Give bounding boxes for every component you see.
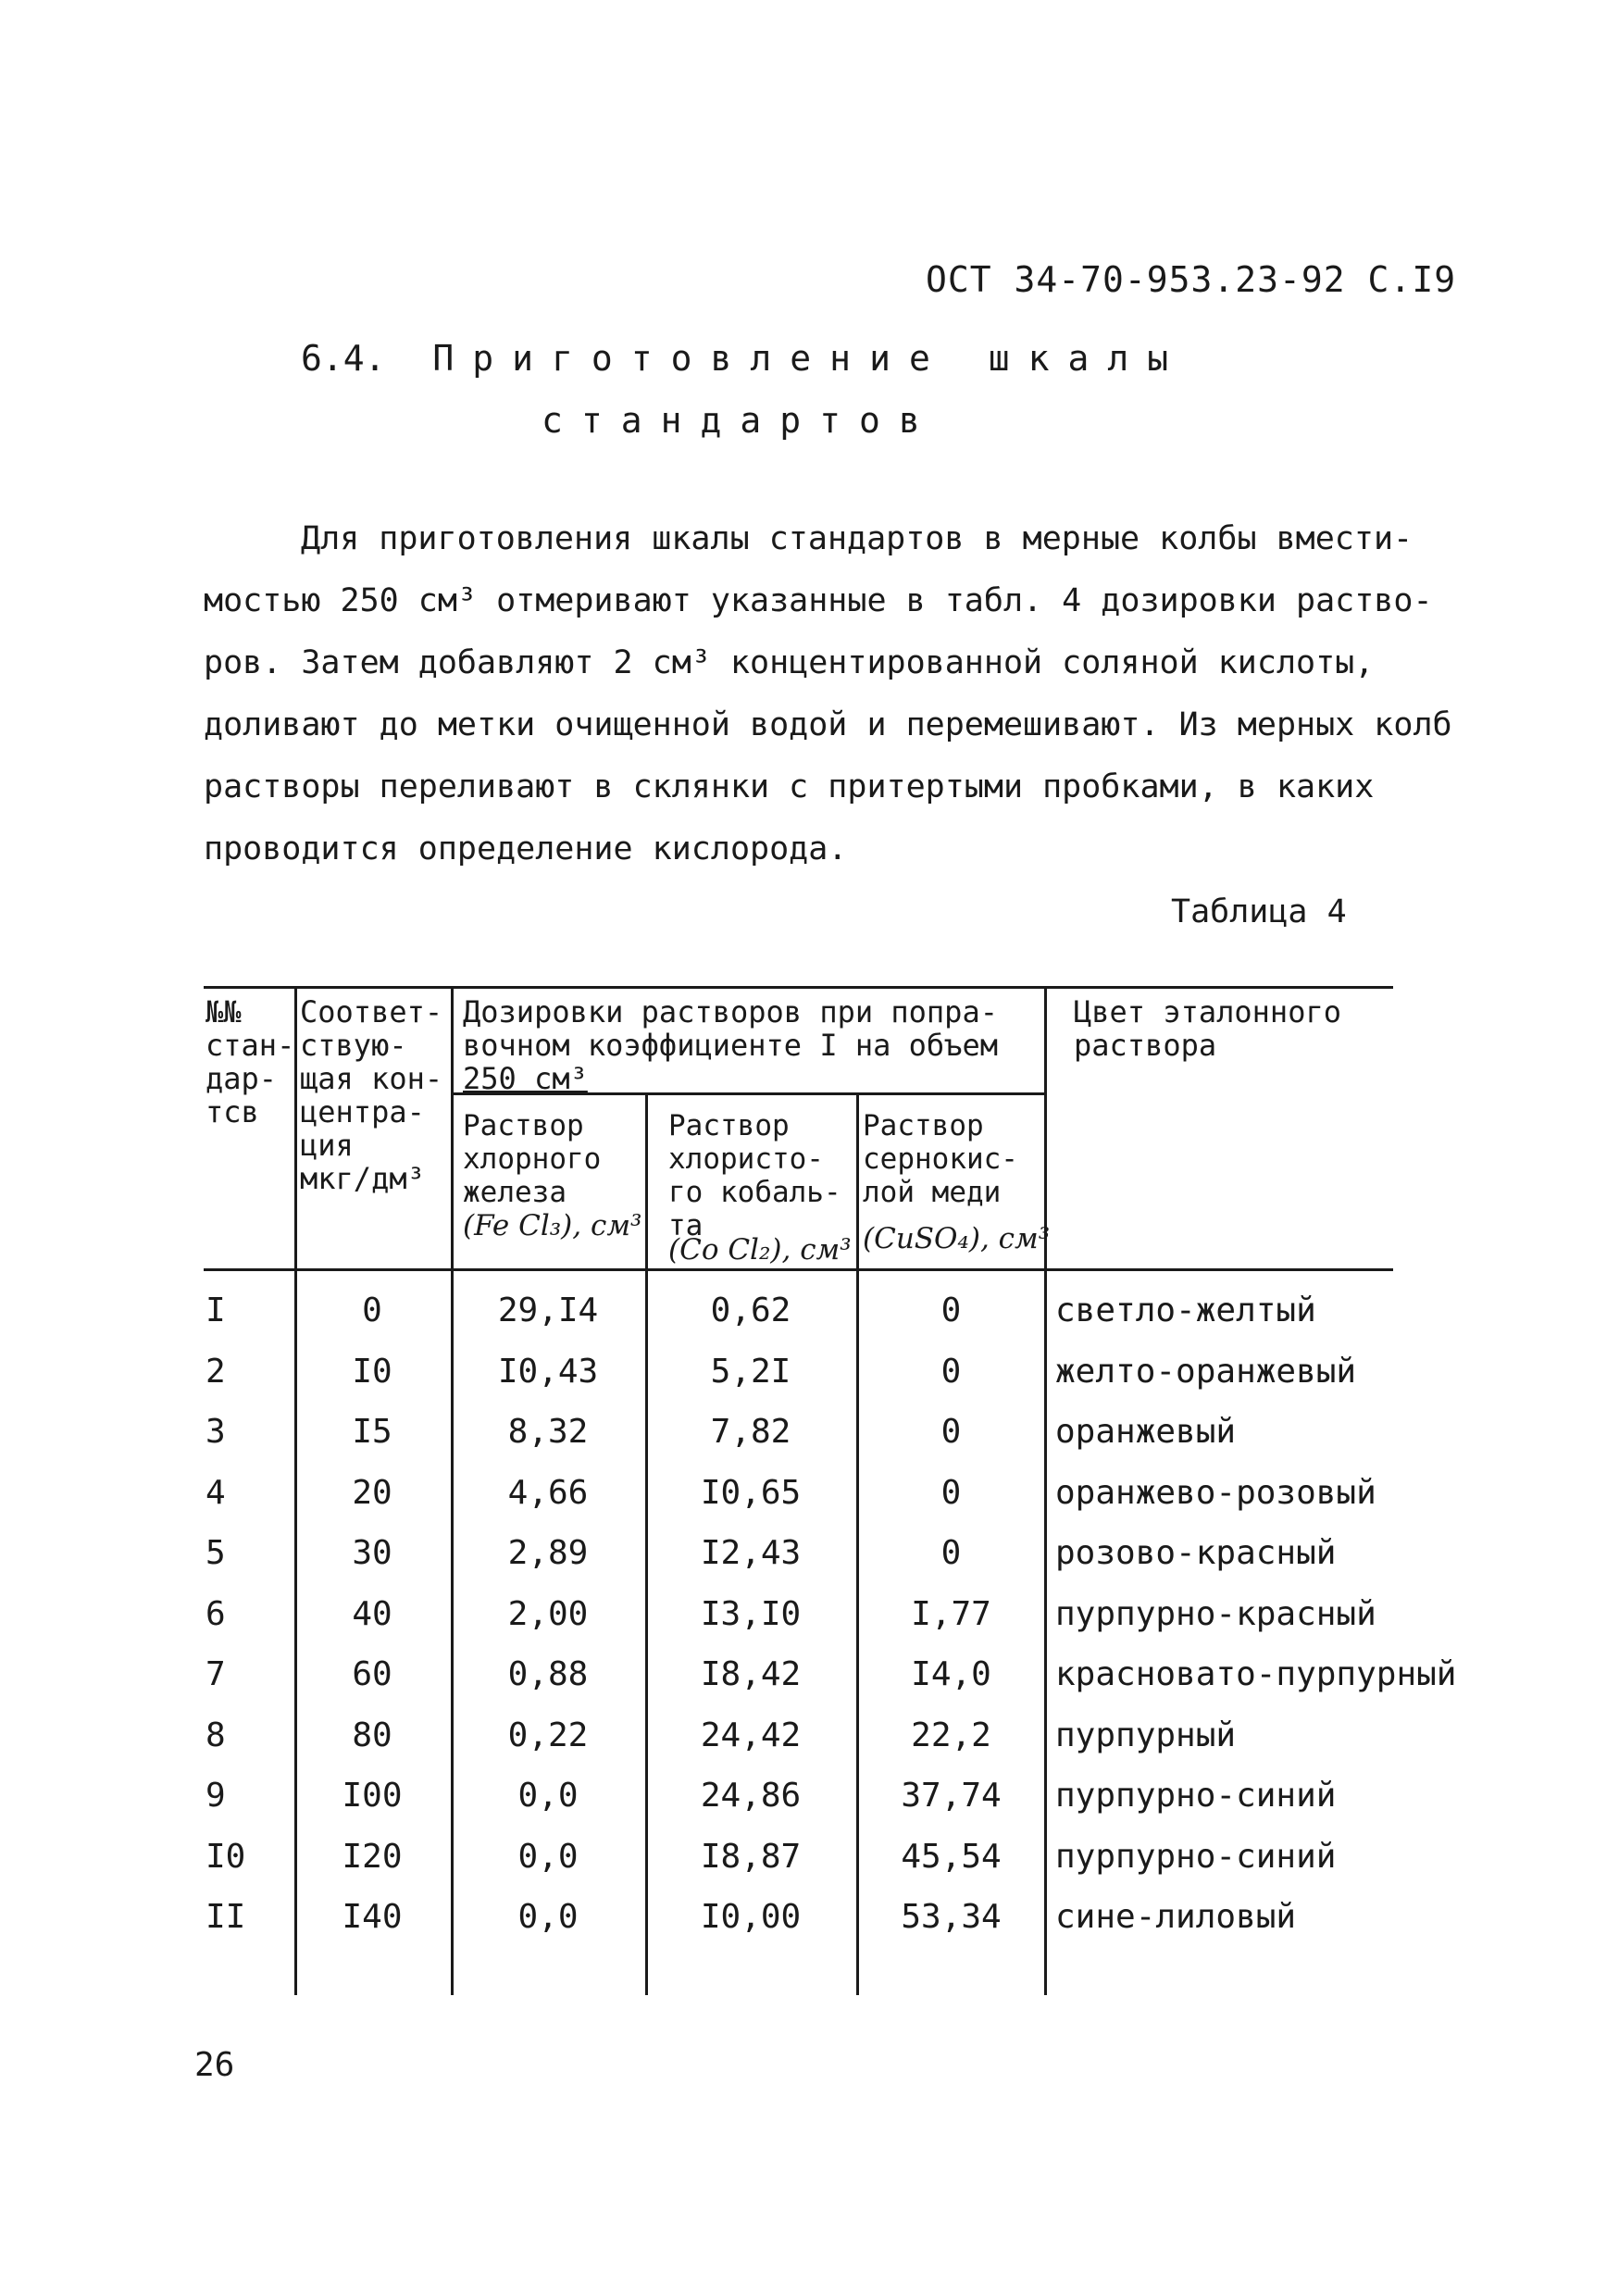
cell-cobalt-chloride: I3,I0 (700, 1594, 802, 1633)
header-copper-sulfate (863, 1109, 1050, 1255)
cell-concentration: 20 (352, 1473, 392, 1512)
column-divider (856, 1092, 859, 1995)
formula-fecl3: (Fe Cl₃), см³ (463, 1209, 642, 1242)
cell-iron-chloride: 8,32 (507, 1413, 589, 1451)
cell-standard-number: 3 (205, 1413, 226, 1451)
cell-color: пурпурно-синий (1055, 1777, 1337, 1815)
header-iron-chloride (463, 1109, 641, 1242)
paragraph-line: мостью 250 см³ отмеривают указанные в табл. 4 дозировки раство- (204, 582, 1433, 619)
header-bottom-rule (204, 1268, 1393, 1271)
paragraph-line: Для приготовления шкалы стандартов в мерные колбы вмести- (301, 520, 1414, 557)
paragraph-line: ров. Затем добавляют 2 см³ концентированной соляной кислоты, (204, 644, 1375, 681)
cell-iron-chloride: 0,22 (507, 1716, 589, 1754)
cell-standard-number: 9 (205, 1777, 226, 1815)
header-text: щая кон- (300, 1061, 443, 1096)
cell-concentration: 40 (352, 1594, 392, 1633)
header-text: та (668, 1209, 704, 1242)
header-group-dosages (463, 995, 998, 1095)
cell-color: розово-красный (1055, 1534, 1337, 1572)
cell-iron-chloride: 0,88 (507, 1655, 589, 1693)
header-text: го кобаль- (668, 1176, 841, 1209)
cell-standard-number: II (205, 1898, 246, 1936)
cell-standard-number: 6 (205, 1594, 226, 1633)
cell-copper-sulfate: 0 (940, 1473, 962, 1512)
header-text: тсв (205, 1094, 259, 1129)
cell-cobalt-chloride: 7,82 (710, 1413, 791, 1451)
cell-cobalt-chloride: 24,86 (700, 1777, 802, 1815)
section-heading-line1 (301, 338, 1187, 379)
section-title-line2: стандартов (542, 400, 939, 441)
cell-copper-sulfate: 37,74 (901, 1777, 1002, 1815)
cell-copper-sulfate: 22,2 (911, 1716, 991, 1754)
cell-color: желто-оранжевый (1055, 1352, 1357, 1391)
header-text: ция (300, 1128, 354, 1163)
table-top-rule (204, 986, 1393, 989)
formula-cocl2: (Co Cl₂), см³ (668, 1233, 852, 1267)
cell-color: оранжево-розовый (1055, 1473, 1376, 1512)
header-text: дар- (205, 1061, 278, 1096)
header-text: хлористо- (668, 1142, 824, 1176)
cell-cobalt-chloride: I8,87 (700, 1837, 802, 1876)
cell-concentration: I40 (342, 1898, 403, 1936)
header-col-color (1074, 995, 1341, 1062)
cell-cobalt-chloride: 24,42 (700, 1716, 802, 1754)
cell-cobalt-chloride: 5,2I (710, 1352, 791, 1391)
paragraph-line: доливают до метки очищенной водой и перемешивают. Из мерных колб (204, 706, 1452, 743)
cell-concentration: I5 (352, 1413, 392, 1451)
section-title-line1: Приготовление шкалы (432, 338, 1188, 379)
cell-standard-number: 2 (205, 1352, 226, 1391)
cell-concentration: 60 (352, 1655, 392, 1693)
cell-iron-chloride: 29,I4 (497, 1292, 599, 1329)
cell-cobalt-chloride: I0,00 (700, 1898, 802, 1936)
cell-copper-sulfate: 0 (940, 1292, 962, 1329)
cell-concentration: 0 (362, 1292, 382, 1329)
cell-standard-number: I (205, 1292, 226, 1329)
cell-standard-number: 7 (205, 1655, 226, 1693)
header-cobalt-chloride (668, 1109, 852, 1267)
header-text: №№ (205, 994, 242, 1029)
header-col-concentration (300, 995, 442, 1195)
header-col-number (205, 995, 294, 1129)
cell-iron-chloride: 0,0 (517, 1898, 579, 1936)
cell-cobalt-chloride: I0,65 (700, 1473, 802, 1512)
column-divider (451, 986, 454, 1995)
page-number: 26 (194, 2046, 235, 2084)
cell-copper-sulfate: 0 (940, 1534, 962, 1572)
cell-iron-chloride: 4,66 (507, 1473, 589, 1512)
table-label: Таблица 4 (1171, 893, 1347, 930)
cell-copper-sulfate: 45,54 (901, 1837, 1002, 1876)
paragraph-line: проводится определение кислорода. (204, 830, 848, 867)
cell-color: светло-желтый (1055, 1292, 1316, 1329)
cell-iron-chloride: 2,89 (507, 1534, 589, 1572)
header-text: Цвет эталонного (1074, 994, 1341, 1029)
cell-copper-sulfate: 53,34 (901, 1898, 1002, 1936)
formula-cuso4: (CuSO₄), см³ (863, 1222, 1051, 1255)
cell-iron-chloride: I0,43 (497, 1352, 599, 1391)
header-text: стан- (205, 1028, 295, 1063)
header-text: лой меди (863, 1176, 1002, 1209)
cell-iron-chloride: 2,00 (507, 1594, 589, 1633)
cell-concentration: I0 (352, 1352, 392, 1391)
cell-concentration: I20 (342, 1837, 403, 1876)
header-text: хлорного (463, 1142, 602, 1176)
header-text: мкг/дм³ (300, 1161, 425, 1196)
header-text: Раствор (668, 1109, 790, 1142)
header-text: Раствор (463, 1109, 584, 1142)
cell-cobalt-chloride: 0,62 (710, 1292, 791, 1329)
header-text: 250 см³ (463, 1061, 588, 1096)
cell-standard-number: 8 (205, 1716, 226, 1754)
header-text: вочном коэффициенте I на объем (463, 1028, 998, 1063)
cell-color: пурпурно-красный (1055, 1594, 1376, 1633)
cell-iron-chloride: 0,0 (517, 1837, 579, 1876)
cell-iron-chloride: 0,0 (517, 1777, 579, 1815)
cell-copper-sulfate: I,77 (911, 1594, 991, 1633)
header-text: Соответ- (300, 994, 443, 1029)
cell-standard-number: 4 (205, 1473, 226, 1512)
cell-color: оранжевый (1055, 1413, 1237, 1451)
cell-cobalt-chloride: I8,42 (700, 1655, 802, 1693)
header-text: раствора (1074, 1028, 1217, 1063)
paragraph-line: растворы переливают в склянки с притертыми пробками, в каких (204, 768, 1375, 805)
cell-concentration: I00 (342, 1777, 403, 1815)
header-text: железа (463, 1176, 567, 1209)
header-text: ствую- (300, 1028, 407, 1063)
cell-cobalt-chloride: I2,43 (700, 1534, 802, 1572)
header-text: сернокис- (863, 1142, 1018, 1176)
cell-color: пурпурно-синий (1055, 1837, 1337, 1876)
header-text: центра- (300, 1094, 425, 1129)
cell-copper-sulfate: 0 (940, 1413, 962, 1451)
cell-copper-sulfate: I4,0 (911, 1655, 991, 1693)
header-text: Дозировки растворов при попра- (463, 994, 998, 1029)
document-code: ОСТ 34-70-953.23-92 С.I9 (926, 259, 1457, 300)
cell-standard-number: I0 (205, 1837, 246, 1876)
cell-copper-sulfate: 0 (940, 1352, 962, 1391)
column-divider (294, 986, 297, 1995)
cell-color: красновато-пурпурный (1055, 1655, 1457, 1693)
section-number: 6.4. (301, 338, 386, 379)
cell-color: пурпурный (1055, 1716, 1237, 1754)
cell-color: сине-лиловый (1055, 1898, 1297, 1936)
column-divider (645, 1092, 648, 1995)
cell-standard-number: 5 (205, 1534, 226, 1572)
header-text: Раствор (863, 1109, 984, 1142)
cell-concentration: 80 (352, 1716, 392, 1754)
cell-concentration: 30 (352, 1534, 392, 1572)
